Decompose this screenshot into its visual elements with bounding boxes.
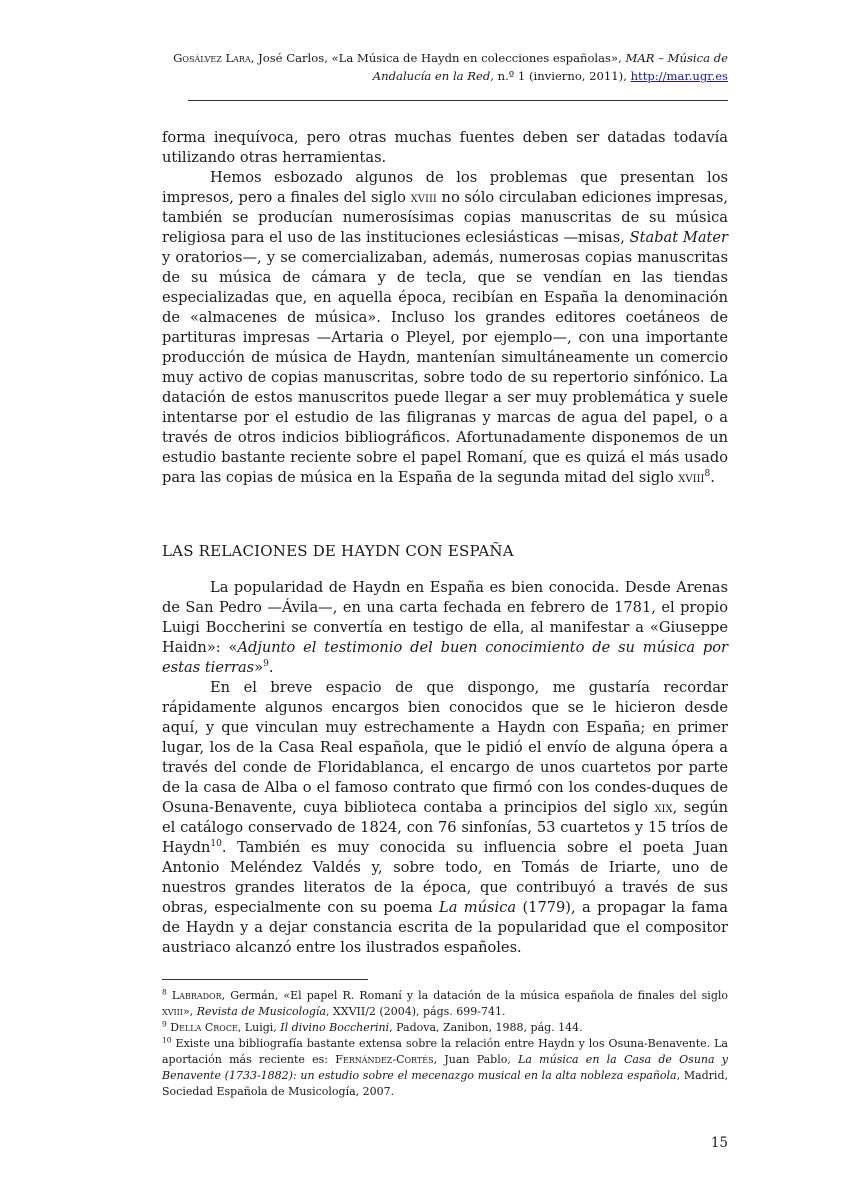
footnote-ref-10[interactable]: 10 [210, 839, 222, 850]
footnote-rule [162, 979, 368, 980]
body-text-section [162, 578, 728, 958]
body-text [162, 128, 728, 488]
footnote-ref-8[interactable]: 8 [704, 469, 711, 480]
work-title: La música [439, 899, 517, 916]
footnote-10: $^{10}$ Existe una bibliografía bastante extensa sobre la relación entre Haydn y los Osuna-Benavente. La aportación más reciente es: Fernández-Cortés, Juan Pablo, La música en la Casa de Osuna y Benavente (1733-1882): un estudio sobre el mecenazgo musical en la alta nobleza española, Madrid, Sociedad Española de Musicología, 2007. [162, 1035, 728, 1098]
paragraph-3: La popularidad de Haydn en España es bien conocida. Desde Arenas de San Pedro —Ávila—, en una carta fechada en febrero de 1781, el propio Luigi Boccherini se convertía en testigo de ella, al manifestar a «Giuseppe Haidn»: «Adjunto el testimonio del buen conocimiento de su música por estas tierras»$^9$. [162, 579, 729, 676]
paragraph-1: forma inequívoca, pero otras muchas fuentes deben ser datadas todavía utilizando otras herramientas. [162, 129, 728, 166]
running-header [160, 49, 728, 85]
header-rule [188, 100, 728, 101]
header-issue: , n.º 1 (invierno, 2011), [490, 69, 631, 83]
footnotes [162, 988, 728, 1100]
century-smallcaps: xix [654, 799, 673, 816]
footnote-ref-9[interactable]: 9 [263, 659, 269, 670]
header-citation: , José Carlos, «La Música de Haydn en colecciones españolas», [250, 51, 626, 65]
paragraph-2: Hemos esbozado algunos de los problemas que presentan los impresos, pero a finales del siglo xviii no sólo circulaban ediciones impresas, también se producían numerosísimas copias manuscritas de su música religiosa para el uso de las instituciones eclesiásticas —misas, Stabat Mater y oratorios—, y se comercializaban, además, numerosas copias manuscritas de su música de cámara y de tecla, que se vendían en las tiendas especializadas que, en aquella época, recibían en España la denominación de «almacenes de música». Incluso los grandes editores coetáneos de partituras impresas —Artaria o Pleyel, por ejemplo—, con una importante producción de música de Haydn, mantenían simultáneamente un comercio muy activo de copias manuscritas, sobre todo de su repertorio sinfónico. La datación de estos manuscritos puede llegar a ser muy problemática y suele intentarse por el estudio de las filigranas y marcas de agua del papel, o a través de otros indicios bibliográficos. Afortunadamente disponemos de un estudio bastante reciente sobre el papel Romaní, que es quizá el más usado para las copias de música en la España de la segunda mitad del siglo xviii$^8$. [162, 169, 728, 486]
work-title: Stabat Mater [629, 229, 728, 246]
footnote-8: $^8$ Labrador, Germán, «El papel R. Romaní y la datación de la música española de finales del siglo xviii», Revista de Musicología, XXVII/2 (2004), págs. 699-741. [162, 987, 728, 1018]
header-author-surname: Gosálvez Lara [173, 51, 251, 65]
header-journal: MAR – Música de Andalucía en la Red [372, 51, 728, 83]
century-smallcaps: xviii [678, 469, 705, 486]
quotation: Adjunto el testimonio del buen conocimiento de su música por estas tierras [162, 639, 729, 676]
page-number: 15 [710, 1135, 728, 1151]
century-smallcaps: xviii [410, 189, 437, 206]
footnote-9: $^9$ Della Croce, Luigi, Il divino Boccherini, Padova, Zanibon, 1988, pág. 144. [162, 1019, 583, 1034]
paragraph-4: En el breve espacio de que dispongo, me gustaría recordar rápidamente algunos encargos bien conocidos que se le hicieron desde aquí, y que vinculan muy estrechamente a Haydn con España; en primer lugar, los de la Casa Real española, que le pidió el envío de alguna ópera a través del conde de Floridablanca, el encargo de unos cuartetos por parte de la casa de Alba o el famoso contrato que firmó con los condes-duques de Osuna-Benavente, cuya biblioteca contaba a principios del siglo xix, según el catálogo conservado de 1824, con 76 sinfonías, 53 cuartetos y 15 tríos de Haydn$^{10}$. También es muy conocida su influencia sobre el poeta Juan Antonio Meléndez Valdés y, sobre todo, en Tomás de Iriarte, uno de nuestros grandes literatos de la época, que contribuyó a través de sus obras, especialmente con su poema La música (1779), a propagar la fama de Haydn y a dejar constancia escrita de la popularidad que el compositor austriaco alcanzó entre los ilustrados españoles. [162, 679, 728, 956]
section-heading: LAS RELACIONES DE HAYDN CON ESPAÑA [162, 542, 514, 560]
header-url-link[interactable]: http://mar.ugr.es [630, 69, 728, 83]
